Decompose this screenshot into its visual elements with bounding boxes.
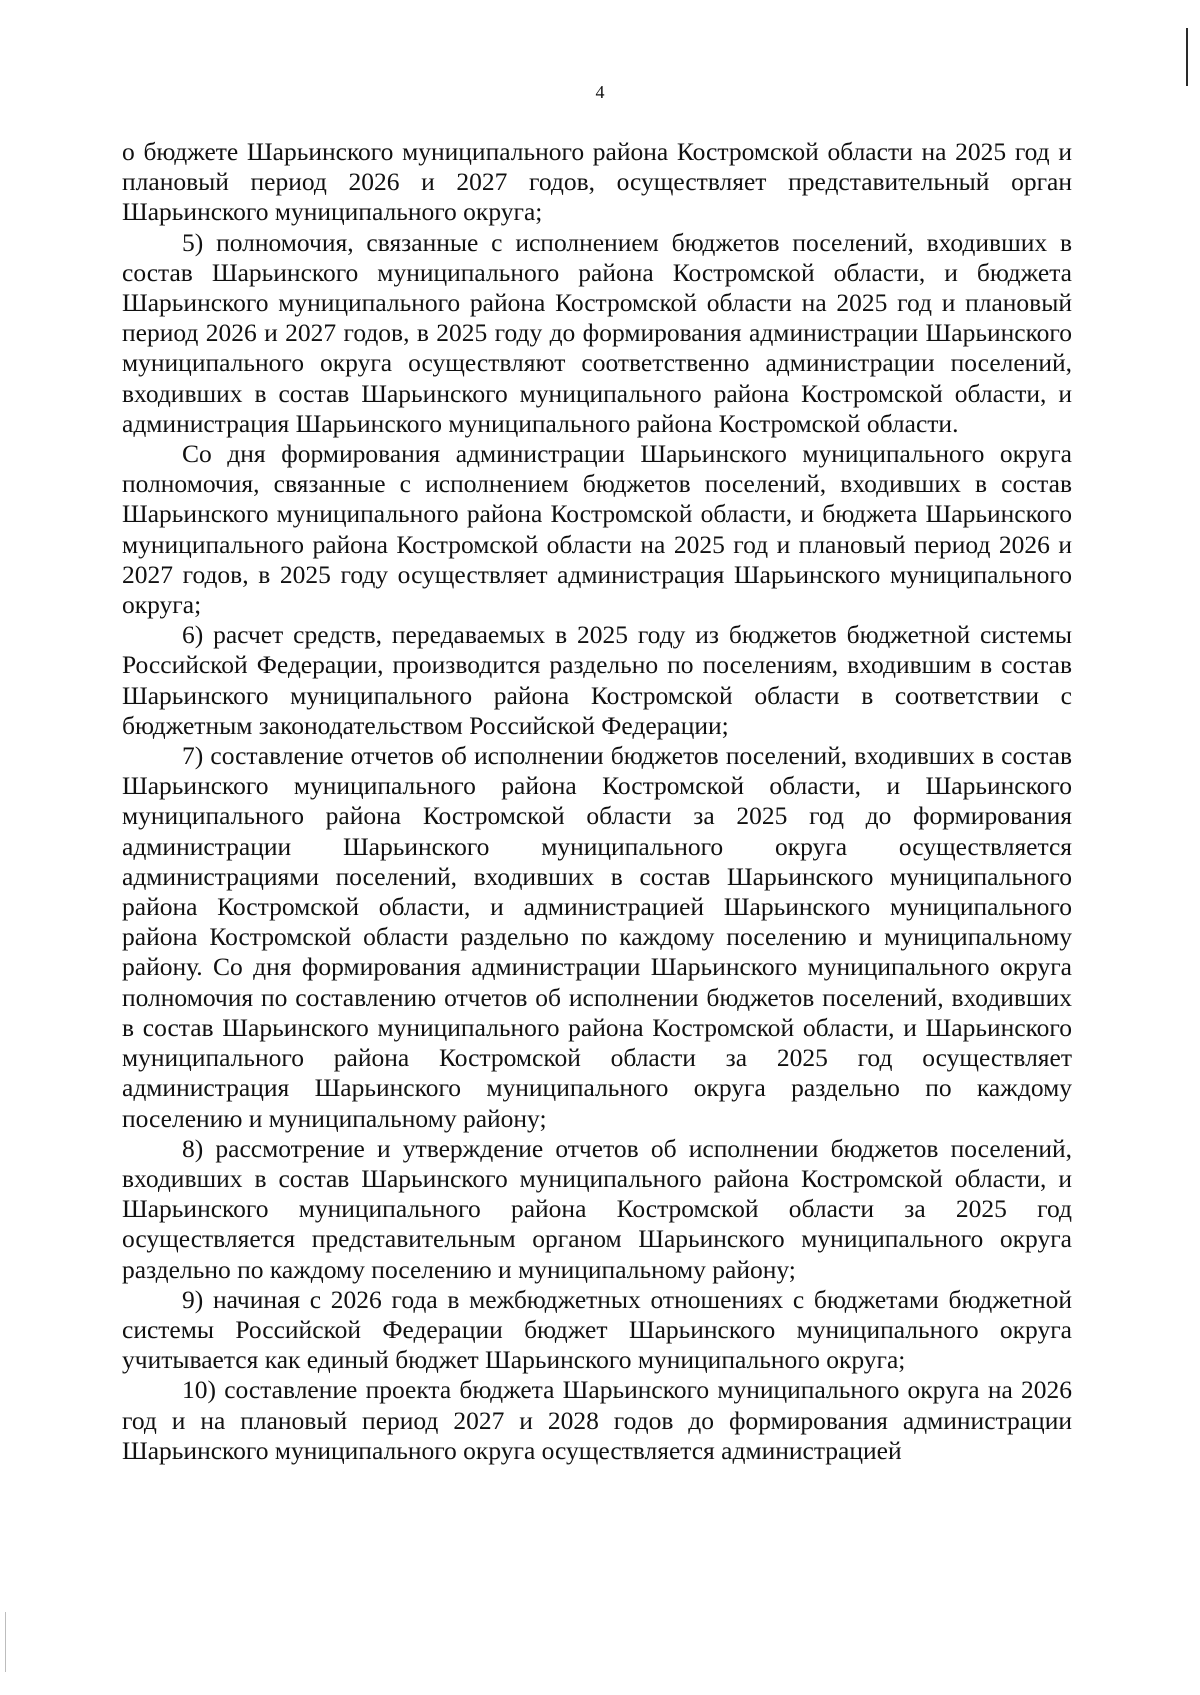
scan-edge-mark [1186,28,1188,86]
page-number: 4 [595,82,605,102]
paragraph-item-5-continued: Со дня формирования администрации Шарьинского муниципального округа полномочия, связанные с исполнением бюджетов поселений, входивших в состав Шарьинского муниципального района Костромской области, и бюджета Шарьинского муниципального района Костромской области на 2025 год и плановый период 2026 и 2027 годов, в 2025 году осуществляет администрация Шарьинского муниципального округа; [122,439,1072,620]
paragraph-item-7: 7) составление отчетов об исполнении бюджетов поселений, входивших в состав Шарьинского муниципального района Костромской области, и Шарьинского муниципального района Костромской области за 2025 год до формирования администрации Шарьинского муниципального округа осуществляется администрациями поселений, входивших в состав Шарьинского муниципального района Костромской области, и администрацией Шарьинского муниципального района Костромской области раздельно по каждому поселению и муниципальному району. Со дня формирования администрации Шарьинского муниципального округа полномочия по составлению отчетов об исполнении бюджетов поселений, входивших в состав Шарьинского муниципального района Костромской области, и Шарьинского муниципального района Костромской области за 2025 год осуществляет администрация Шарьинского муниципального округа раздельно по каждому поселению и муниципальному району; [122,741,1072,1133]
paragraph-item-6: 6) расчет средств, передаваемых в 2025 году из бюджетов бюджетной системы Российской Федерации, производится раздельно по поселениям, входившим в состав Шарьинского муниципального района Костромской области в соответствии с бюджетным законодательством Российской Федерации; [122,620,1072,740]
paragraph-item-10: 10) составление проекта бюджета Шарьинского муниципального округа на 2026 год и на плановый период 2027 и 2028 годов до формирования администрации Шарьинского муниципального округа осуществляется администрацией [122,1375,1072,1465]
document-body [122,137,1072,1466]
paragraph-item-8: 8) рассмотрение и утверждение отчетов об исполнении бюджетов поселений, входивших в состав Шарьинского муниципального района Костромской области, и Шарьинского муниципального района Костромской области за 2025 год осуществляется представительным органом Шарьинского муниципального округа раздельно по каждому поселению и муниципальному району; [122,1133,1072,1284]
paragraph-1: о бюджете Шарьинского муниципального района Костромской области на 2025 год и плановый период 2026 и 2027 годов, осуществляет представительный орган Шарьинского муниципального округа; [122,137,1072,227]
paragraph-item-9: 9) начиная с 2026 года в межбюджетных отношениях с бюджетами бюджетной системы Российской Федерации бюджет Шарьинского муниципального округа учитывается как единый бюджет Шарьинского муниципального округа; [122,1284,1072,1375]
scan-edge-mark-bottom [5,1612,6,1672]
paragraph-item-5: 5) полномочия, связанные с исполнением бюджетов поселений, входивших в состав Шарьинского муниципального района Костромской области, и бюджета Шарьинского муниципального района Костромской области на 2025 год и плановый период 2026 и 2027 годов, в 2025 году до формирования администрации Шарьинского муниципального округа осуществляют соответственно администрации поселений, входивших в состав Шарьинского муниципального района Костромской области, и администрация Шарьинского муниципального района Костромской области. [122,227,1072,438]
